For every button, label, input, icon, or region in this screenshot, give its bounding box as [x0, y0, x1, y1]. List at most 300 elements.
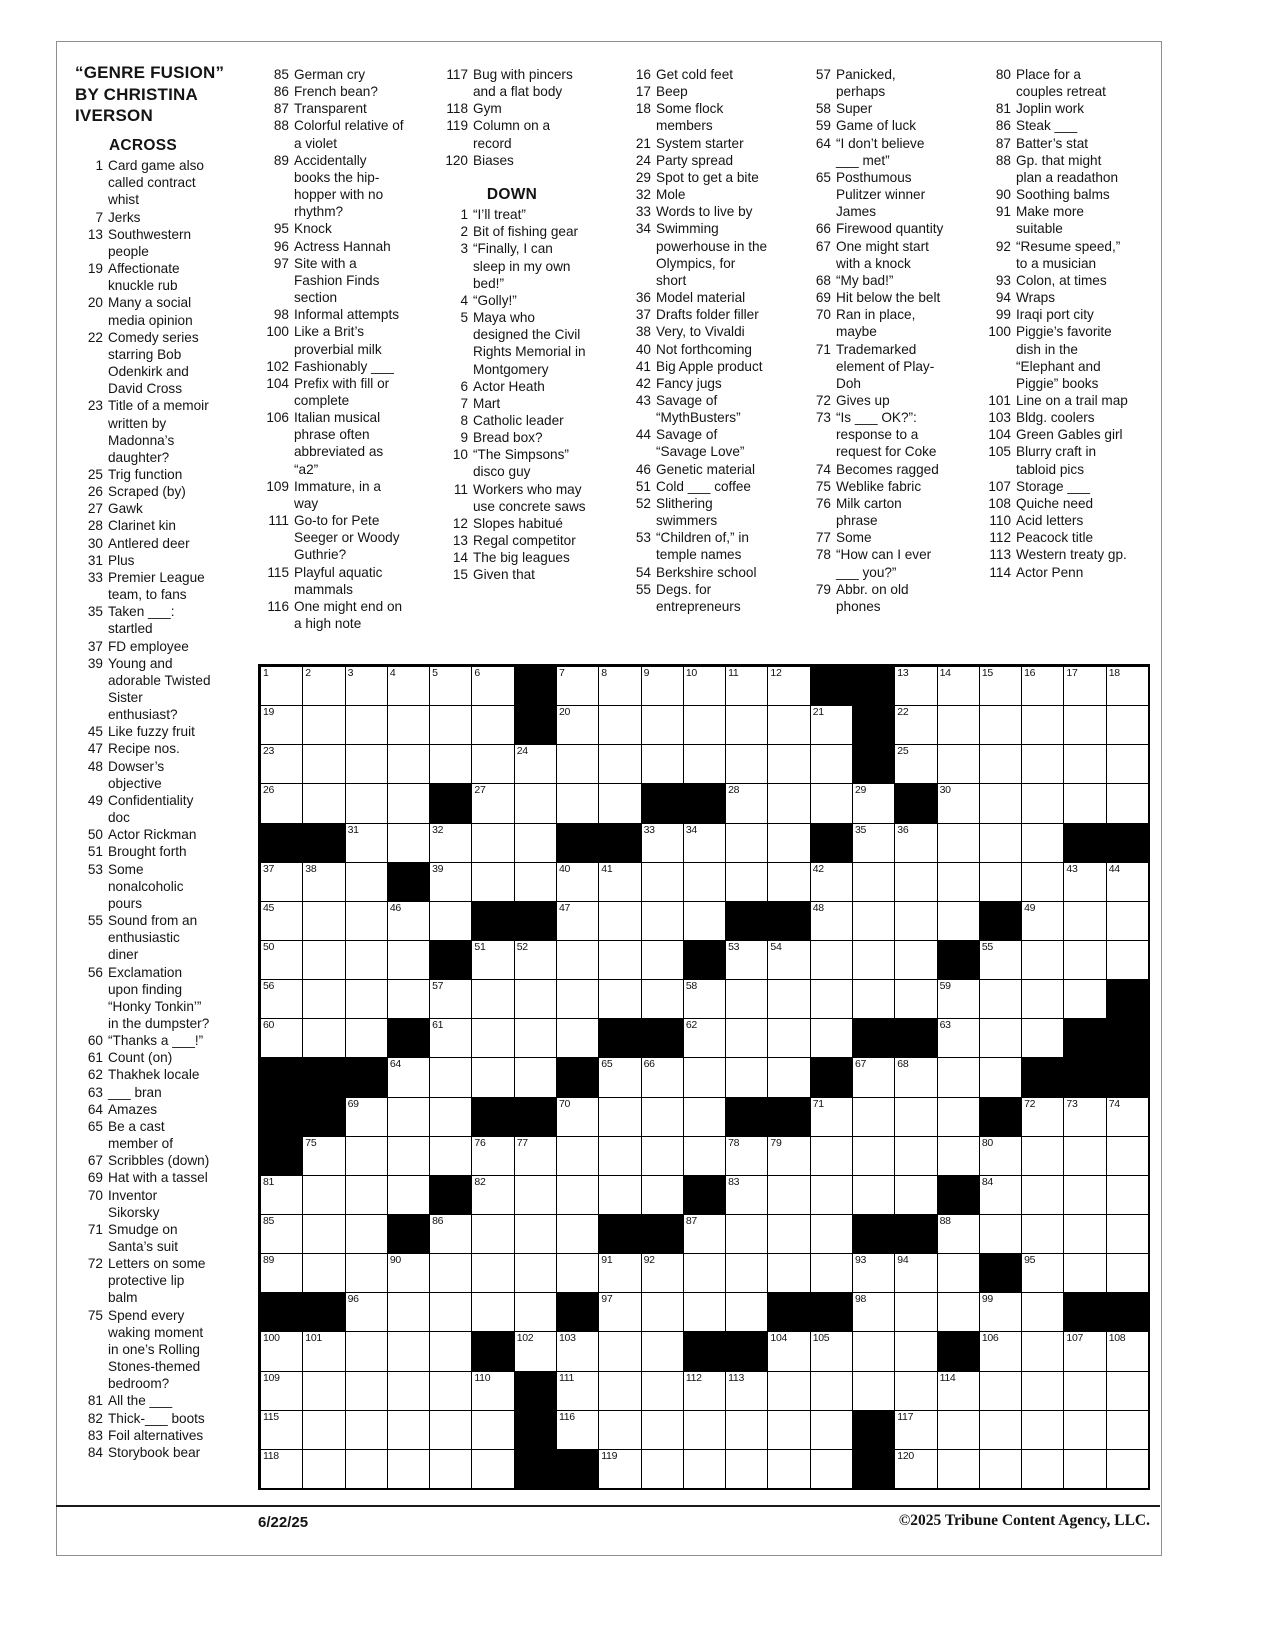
grid-cell[interactable]: [514, 1292, 557, 1332]
grid-cell[interactable]: [683, 1371, 726, 1411]
grid-cell[interactable]: [556, 1018, 599, 1058]
grid-cell[interactable]: [471, 862, 514, 902]
grid-cell[interactable]: [1021, 1410, 1064, 1450]
grid-cell[interactable]: [556, 862, 599, 902]
grid-cell[interactable]: [556, 1097, 599, 1137]
grid-cell[interactable]: [767, 1331, 810, 1371]
grid-cell[interactable]: [1021, 1449, 1064, 1489]
grid-cell[interactable]: [556, 1175, 599, 1215]
grid-cell[interactable]: [471, 1449, 514, 1489]
grid-cell[interactable]: [641, 823, 684, 863]
grid-cell[interactable]: [1106, 1449, 1149, 1489]
grid-cell[interactable]: [556, 783, 599, 823]
grid-cell[interactable]: [937, 705, 980, 745]
grid-cell[interactable]: [725, 1371, 768, 1411]
grid-cell[interactable]: [598, 744, 641, 784]
grid-cell[interactable]: [894, 705, 937, 745]
grid-cell[interactable]: [556, 666, 599, 706]
grid-cell[interactable]: [302, 1018, 345, 1058]
grid-cell[interactable]: [767, 1018, 810, 1058]
grid-cell[interactable]: [429, 862, 472, 902]
grid-cell[interactable]: [1021, 783, 1064, 823]
grid-cell[interactable]: [641, 705, 684, 745]
grid-cell[interactable]: [810, 1253, 853, 1293]
grid-cell[interactable]: [725, 1057, 768, 1097]
grid-cell[interactable]: [1063, 666, 1106, 706]
grid-cell[interactable]: [302, 901, 345, 941]
grid-cell[interactable]: [260, 1449, 303, 1489]
grid-cell[interactable]: [683, 1018, 726, 1058]
grid-cell[interactable]: [260, 705, 303, 745]
grid-cell[interactable]: [852, 862, 895, 902]
grid-cell[interactable]: [937, 1018, 980, 1058]
grid-cell[interactable]: [937, 979, 980, 1019]
grid-cell[interactable]: [429, 1331, 472, 1371]
grid-cell[interactable]: [302, 1449, 345, 1489]
grid-cell[interactable]: [937, 1449, 980, 1489]
grid-cell[interactable]: [471, 1292, 514, 1332]
grid-cell[interactable]: [387, 783, 430, 823]
grid-cell[interactable]: [767, 705, 810, 745]
grid-cell[interactable]: [260, 1214, 303, 1254]
grid-cell[interactable]: [767, 862, 810, 902]
grid-cell[interactable]: [1063, 901, 1106, 941]
grid-cell[interactable]: [852, 1371, 895, 1411]
grid-cell[interactable]: [1063, 744, 1106, 784]
grid-cell[interactable]: [725, 1214, 768, 1254]
grid-cell[interactable]: [429, 1214, 472, 1254]
grid-cell[interactable]: [471, 979, 514, 1019]
grid-cell[interactable]: [767, 783, 810, 823]
grid-cell[interactable]: [810, 1410, 853, 1450]
grid-cell[interactable]: [556, 744, 599, 784]
grid-cell[interactable]: [937, 862, 980, 902]
grid-cell[interactable]: [979, 666, 1022, 706]
grid-cell[interactable]: [641, 1292, 684, 1332]
grid-cell[interactable]: [387, 823, 430, 863]
grid-cell[interactable]: [979, 1057, 1022, 1097]
grid-cell[interactable]: [894, 1253, 937, 1293]
grid-cell[interactable]: [767, 666, 810, 706]
grid-cell[interactable]: [598, 1371, 641, 1411]
grid-cell[interactable]: [260, 744, 303, 784]
grid-cell[interactable]: [683, 1097, 726, 1137]
grid-cell[interactable]: [1106, 1097, 1149, 1137]
grid-cell[interactable]: [725, 823, 768, 863]
grid-cell[interactable]: [556, 901, 599, 941]
grid-cell[interactable]: [429, 1410, 472, 1450]
grid-cell[interactable]: [514, 783, 557, 823]
grid-cell[interactable]: [937, 901, 980, 941]
grid-cell[interactable]: [387, 940, 430, 980]
grid-cell[interactable]: [514, 1018, 557, 1058]
grid-cell[interactable]: [429, 1057, 472, 1097]
grid-cell[interactable]: [260, 1331, 303, 1371]
grid-cell[interactable]: [556, 1331, 599, 1371]
grid-cell[interactable]: [725, 940, 768, 980]
grid-cell[interactable]: [852, 1097, 895, 1137]
grid-cell[interactable]: [1106, 901, 1149, 941]
grid-cell[interactable]: [471, 1214, 514, 1254]
grid-cell[interactable]: [937, 1057, 980, 1097]
grid-cell[interactable]: [514, 823, 557, 863]
grid-cell[interactable]: [429, 744, 472, 784]
grid-cell[interactable]: [1063, 1449, 1106, 1489]
grid-cell[interactable]: [767, 823, 810, 863]
grid-cell[interactable]: [810, 862, 853, 902]
grid-cell[interactable]: [1106, 1331, 1149, 1371]
grid-cell[interactable]: [979, 744, 1022, 784]
grid-cell[interactable]: [345, 1292, 388, 1332]
grid-cell[interactable]: [302, 862, 345, 902]
grid-cell[interactable]: [556, 1371, 599, 1411]
grid-cell[interactable]: [810, 1449, 853, 1489]
grid-cell[interactable]: [979, 979, 1022, 1019]
grid-cell[interactable]: [810, 783, 853, 823]
grid-cell[interactable]: [556, 979, 599, 1019]
grid-cell[interactable]: [1021, 1018, 1064, 1058]
grid-cell[interactable]: [260, 1018, 303, 1058]
grid-cell[interactable]: [1021, 1175, 1064, 1215]
grid-cell[interactable]: [894, 1331, 937, 1371]
grid-cell[interactable]: [979, 1136, 1022, 1176]
grid-cell[interactable]: [641, 1175, 684, 1215]
grid-cell[interactable]: [725, 705, 768, 745]
grid-cell[interactable]: [1063, 705, 1106, 745]
grid-cell[interactable]: [1021, 666, 1064, 706]
grid-cell[interactable]: [725, 979, 768, 1019]
grid-cell[interactable]: [1106, 1214, 1149, 1254]
grid-cell[interactable]: [387, 1175, 430, 1215]
grid-cell[interactable]: [852, 901, 895, 941]
grid-cell[interactable]: [471, 1136, 514, 1176]
grid-cell[interactable]: [979, 862, 1022, 902]
grid-cell[interactable]: [767, 1449, 810, 1489]
grid-cell[interactable]: [514, 979, 557, 1019]
grid-cell[interactable]: [260, 666, 303, 706]
grid-cell[interactable]: [302, 1136, 345, 1176]
grid-cell[interactable]: [725, 744, 768, 784]
grid-cell[interactable]: [429, 1292, 472, 1332]
grid-cell[interactable]: [852, 1331, 895, 1371]
grid-cell[interactable]: [1021, 1097, 1064, 1137]
grid-cell[interactable]: [725, 1292, 768, 1332]
grid-cell[interactable]: [345, 862, 388, 902]
grid-cell[interactable]: [894, 1136, 937, 1176]
grid-cell[interactable]: [260, 1410, 303, 1450]
grid-cell[interactable]: [641, 1449, 684, 1489]
grid-cell[interactable]: [810, 1371, 853, 1411]
grid-cell[interactable]: [1021, 1331, 1064, 1371]
grid-cell[interactable]: [471, 1018, 514, 1058]
grid-cell[interactable]: [429, 823, 472, 863]
grid-cell[interactable]: [852, 783, 895, 823]
grid-cell[interactable]: [641, 666, 684, 706]
grid-cell[interactable]: [514, 744, 557, 784]
grid-cell[interactable]: [345, 1253, 388, 1293]
grid-cell[interactable]: [598, 940, 641, 980]
grid-cell[interactable]: [641, 1253, 684, 1293]
grid-cell[interactable]: [429, 1136, 472, 1176]
grid-cell[interactable]: [1106, 862, 1149, 902]
grid-cell[interactable]: [556, 1214, 599, 1254]
grid-cell[interactable]: [387, 1331, 430, 1371]
grid-cell[interactable]: [471, 783, 514, 823]
grid-cell[interactable]: [1106, 940, 1149, 980]
grid-cell[interactable]: [979, 940, 1022, 980]
grid-cell[interactable]: [429, 901, 472, 941]
grid-cell[interactable]: [767, 979, 810, 1019]
grid-cell[interactable]: [725, 666, 768, 706]
grid-cell[interactable]: [725, 783, 768, 823]
grid-cell[interactable]: [810, 744, 853, 784]
grid-cell[interactable]: [598, 1253, 641, 1293]
grid-cell[interactable]: [387, 705, 430, 745]
grid-cell[interactable]: [429, 1449, 472, 1489]
grid-cell[interactable]: [810, 1331, 853, 1371]
grid-cell[interactable]: [302, 666, 345, 706]
grid-cell[interactable]: [260, 901, 303, 941]
grid-cell[interactable]: [894, 666, 937, 706]
grid-cell[interactable]: [1021, 823, 1064, 863]
grid-cell[interactable]: [894, 1175, 937, 1215]
grid-cell[interactable]: [852, 1253, 895, 1293]
grid-cell[interactable]: [725, 862, 768, 902]
grid-cell[interactable]: [894, 1410, 937, 1450]
grid-cell[interactable]: [1063, 1214, 1106, 1254]
grid-cell[interactable]: [1063, 940, 1106, 980]
grid-cell[interactable]: [471, 1410, 514, 1450]
grid-cell[interactable]: [302, 940, 345, 980]
grid-cell[interactable]: [894, 862, 937, 902]
grid-cell[interactable]: [683, 1449, 726, 1489]
grid-cell[interactable]: [683, 1410, 726, 1450]
grid-cell[interactable]: [471, 666, 514, 706]
grid-cell[interactable]: [683, 901, 726, 941]
grid-cell[interactable]: [556, 705, 599, 745]
grid-cell[interactable]: [387, 1136, 430, 1176]
grid-cell[interactable]: [810, 1214, 853, 1254]
grid-cell[interactable]: [810, 1136, 853, 1176]
grid-cell[interactable]: [725, 1253, 768, 1293]
grid-cell[interactable]: [302, 783, 345, 823]
grid-cell[interactable]: [979, 1331, 1022, 1371]
grid-cell[interactable]: [937, 783, 980, 823]
grid-cell[interactable]: [979, 1018, 1022, 1058]
grid-cell[interactable]: [1021, 1253, 1064, 1293]
grid-cell[interactable]: [1063, 1175, 1106, 1215]
grid-cell[interactable]: [598, 1136, 641, 1176]
grid-cell[interactable]: [345, 940, 388, 980]
grid-cell[interactable]: [725, 1410, 768, 1450]
grid-cell[interactable]: [852, 1292, 895, 1332]
grid-cell[interactable]: [1063, 979, 1106, 1019]
grid-cell[interactable]: [345, 1410, 388, 1450]
grid-cell[interactable]: [302, 1214, 345, 1254]
grid-cell[interactable]: [1021, 901, 1064, 941]
grid-cell[interactable]: [1063, 1331, 1106, 1371]
grid-cell[interactable]: [471, 744, 514, 784]
grid-cell[interactable]: [345, 783, 388, 823]
grid-cell[interactable]: [598, 1057, 641, 1097]
grid-cell[interactable]: [641, 979, 684, 1019]
grid-cell[interactable]: [683, 1136, 726, 1176]
grid-cell[interactable]: [598, 1175, 641, 1215]
grid-cell[interactable]: [387, 901, 430, 941]
grid-cell[interactable]: [810, 1097, 853, 1137]
grid-cell[interactable]: [345, 1018, 388, 1058]
grid-cell[interactable]: [345, 1097, 388, 1137]
grid-cell[interactable]: [683, 1253, 726, 1293]
grid-cell[interactable]: [641, 744, 684, 784]
grid-cell[interactable]: [598, 862, 641, 902]
grid-cell[interactable]: [556, 1253, 599, 1293]
grid-cell[interactable]: [260, 979, 303, 1019]
grid-cell[interactable]: [683, 862, 726, 902]
grid-cell[interactable]: [1106, 1175, 1149, 1215]
grid-cell[interactable]: [387, 1292, 430, 1332]
grid-cell[interactable]: [1106, 1253, 1149, 1293]
grid-cell[interactable]: [810, 705, 853, 745]
grid-cell[interactable]: [598, 1097, 641, 1137]
grid-cell[interactable]: [598, 666, 641, 706]
grid-cell[interactable]: [725, 1136, 768, 1176]
grid-cell[interactable]: [345, 1449, 388, 1489]
grid-cell[interactable]: [725, 1449, 768, 1489]
grid-cell[interactable]: [683, 979, 726, 1019]
grid-cell[interactable]: [598, 1410, 641, 1450]
grid-cell[interactable]: [767, 1253, 810, 1293]
grid-cell[interactable]: [1063, 1371, 1106, 1411]
grid-cell[interactable]: [302, 1371, 345, 1411]
grid-cell[interactable]: [260, 783, 303, 823]
grid-cell[interactable]: [683, 744, 726, 784]
grid-cell[interactable]: [387, 1057, 430, 1097]
grid-cell[interactable]: [260, 1371, 303, 1411]
grid-cell[interactable]: [979, 1292, 1022, 1332]
grid-cell[interactable]: [937, 1097, 980, 1137]
grid-cell[interactable]: [471, 705, 514, 745]
grid-cell[interactable]: [767, 1214, 810, 1254]
grid-cell[interactable]: [1063, 1410, 1106, 1450]
grid-cell[interactable]: [1021, 744, 1064, 784]
grid-cell[interactable]: [937, 744, 980, 784]
grid-cell[interactable]: [894, 744, 937, 784]
grid-cell[interactable]: [514, 940, 557, 980]
grid-cell[interactable]: [683, 705, 726, 745]
grid-cell[interactable]: [1021, 979, 1064, 1019]
grid-cell[interactable]: [387, 1371, 430, 1411]
grid-cell[interactable]: [683, 823, 726, 863]
grid-cell[interactable]: [683, 1057, 726, 1097]
grid-cell[interactable]: [641, 1410, 684, 1450]
grid-cell[interactable]: [556, 1136, 599, 1176]
grid-cell[interactable]: [641, 1331, 684, 1371]
grid-cell[interactable]: [260, 940, 303, 980]
grid-cell[interactable]: [725, 1175, 768, 1215]
grid-cell[interactable]: [852, 1175, 895, 1215]
grid-cell[interactable]: [471, 823, 514, 863]
grid-cell[interactable]: [387, 744, 430, 784]
grid-cell[interactable]: [979, 783, 1022, 823]
grid-cell[interactable]: [345, 979, 388, 1019]
grid-cell[interactable]: [937, 823, 980, 863]
grid-cell[interactable]: [387, 1410, 430, 1450]
grid-cell[interactable]: [1063, 1253, 1106, 1293]
grid-cell[interactable]: [598, 705, 641, 745]
grid-cell[interactable]: [598, 901, 641, 941]
grid-cell[interactable]: [302, 744, 345, 784]
grid-cell[interactable]: [937, 1214, 980, 1254]
grid-cell[interactable]: [345, 901, 388, 941]
grid-cell[interactable]: [767, 1371, 810, 1411]
grid-cell[interactable]: [979, 1214, 1022, 1254]
grid-cell[interactable]: [641, 1057, 684, 1097]
grid-cell[interactable]: [345, 705, 388, 745]
grid-cell[interactable]: [260, 862, 303, 902]
grid-cell[interactable]: [260, 1253, 303, 1293]
grid-cell[interactable]: [894, 823, 937, 863]
grid-cell[interactable]: [345, 666, 388, 706]
grid-cell[interactable]: [345, 1175, 388, 1215]
grid-cell[interactable]: [1021, 1214, 1064, 1254]
grid-cell[interactable]: [1063, 1097, 1106, 1137]
grid-cell[interactable]: [852, 1057, 895, 1097]
grid-cell[interactable]: [1106, 783, 1149, 823]
grid-cell[interactable]: [514, 1331, 557, 1371]
grid-cell[interactable]: [429, 1253, 472, 1293]
grid-cell[interactable]: [514, 1175, 557, 1215]
grid-cell[interactable]: [429, 1018, 472, 1058]
grid-cell[interactable]: [514, 1253, 557, 1293]
grid-cell[interactable]: [598, 1449, 641, 1489]
grid-cell[interactable]: [979, 705, 1022, 745]
grid-cell[interactable]: [1021, 862, 1064, 902]
grid-cell[interactable]: [429, 1371, 472, 1411]
grid-cell[interactable]: [979, 1449, 1022, 1489]
grid-cell[interactable]: [937, 1371, 980, 1411]
grid-cell[interactable]: [1021, 705, 1064, 745]
grid-cell[interactable]: [387, 1097, 430, 1137]
grid-cell[interactable]: [852, 1136, 895, 1176]
grid-cell[interactable]: [598, 1331, 641, 1371]
grid-cell[interactable]: [683, 666, 726, 706]
grid-cell[interactable]: [302, 1410, 345, 1450]
grid-cell[interactable]: [894, 1449, 937, 1489]
grid-cell[interactable]: [767, 1175, 810, 1215]
grid-cell[interactable]: [852, 940, 895, 980]
grid-cell[interactable]: [979, 1410, 1022, 1450]
grid-cell[interactable]: [302, 1253, 345, 1293]
grid-cell[interactable]: [556, 940, 599, 980]
grid-cell[interactable]: [725, 1018, 768, 1058]
grid-cell[interactable]: [683, 1214, 726, 1254]
grid-cell[interactable]: [894, 979, 937, 1019]
grid-cell[interactable]: [937, 1253, 980, 1293]
grid-cell[interactable]: [810, 979, 853, 1019]
grid-cell[interactable]: [683, 1292, 726, 1332]
grid-cell[interactable]: [1021, 940, 1064, 980]
grid-cell[interactable]: [641, 862, 684, 902]
grid-cell[interactable]: [937, 1136, 980, 1176]
grid-cell[interactable]: [767, 744, 810, 784]
grid-cell[interactable]: [471, 940, 514, 980]
grid-cell[interactable]: [1106, 744, 1149, 784]
grid-cell[interactable]: [767, 1410, 810, 1450]
grid-cell[interactable]: [810, 901, 853, 941]
grid-cell[interactable]: [471, 1057, 514, 1097]
grid-cell[interactable]: [471, 1175, 514, 1215]
